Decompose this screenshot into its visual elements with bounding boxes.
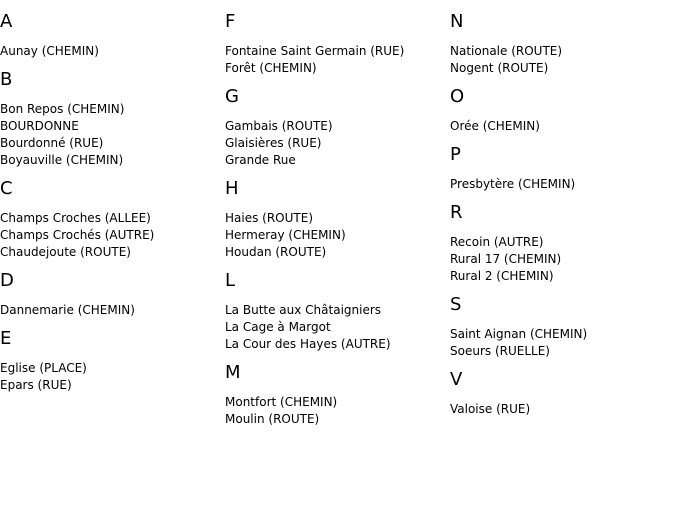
letter-heading: O <box>450 86 465 107</box>
letter-heading: H <box>225 178 239 199</box>
street-link[interactable]: Soeurs (RUELLE) <box>450 344 550 358</box>
street-link[interactable]: Chaudejoute (ROUTE) <box>0 245 131 259</box>
street-link[interactable]: Fontaine Saint Germain (RUE) <box>225 44 405 58</box>
street-link[interactable]: Aunay (CHEMIN) <box>0 44 99 58</box>
letter-heading: R <box>450 202 463 223</box>
street-link[interactable]: Forêt (CHEMIN) <box>225 61 317 75</box>
street-link[interactable]: Champs Croches (ALLEE) <box>0 211 151 225</box>
street-link[interactable]: Eglise (PLACE) <box>0 361 87 375</box>
street-link[interactable]: Boyauville (CHEMIN) <box>0 153 124 167</box>
street-list <box>450 176 675 193</box>
letter-group <box>450 293 675 360</box>
letter-group <box>450 10 675 77</box>
street-link[interactable]: Moulin (ROUTE) <box>225 412 320 426</box>
street-list <box>225 210 450 261</box>
letter-heading: D <box>0 270 14 291</box>
street-link[interactable]: Presbytère (CHEMIN) <box>450 177 576 191</box>
letter-group <box>0 68 225 169</box>
street-list <box>0 43 225 60</box>
street-list <box>450 118 675 135</box>
index-column <box>0 10 225 402</box>
street-link[interactable]: Haies (ROUTE) <box>225 211 314 225</box>
letter-group <box>450 143 675 193</box>
street-list <box>0 101 225 169</box>
letter-group <box>450 368 675 418</box>
street-link[interactable]: Rural 2 (CHEMIN) <box>450 269 554 283</box>
letter-group <box>225 269 450 353</box>
street-link[interactable]: BOURDONNE <box>0 119 79 133</box>
street-link[interactable]: Nogent (ROUTE) <box>450 61 549 75</box>
street-list <box>0 360 225 394</box>
letter-group <box>225 361 450 428</box>
letter-group <box>0 10 225 60</box>
street-link[interactable]: Glaisières (RUE) <box>225 136 322 150</box>
street-link[interactable]: La Cage à Margot <box>225 320 331 334</box>
street-link[interactable]: Saint Aignan (CHEMIN) <box>450 327 588 341</box>
street-list <box>450 326 675 360</box>
letter-group <box>450 201 675 285</box>
street-link[interactable]: Gambais (ROUTE) <box>225 119 333 133</box>
letter-heading: V <box>450 369 463 390</box>
street-link[interactable]: Hermeray (CHEMIN) <box>225 228 346 242</box>
index-column <box>225 10 450 436</box>
letter-heading: M <box>225 362 241 383</box>
street-list <box>450 401 675 418</box>
street-link[interactable]: Montfort (CHEMIN) <box>225 395 338 409</box>
letter-heading: C <box>0 178 13 199</box>
letter-heading: B <box>0 69 13 90</box>
letter-group <box>0 269 225 319</box>
street-list <box>0 302 225 319</box>
street-link[interactable]: Dannemarie (CHEMIN) <box>0 303 135 317</box>
letter-group <box>0 177 225 261</box>
letter-heading: P <box>450 144 461 165</box>
street-link[interactable]: Champs Crochés (AUTRE) <box>0 228 155 242</box>
letter-group <box>225 10 450 77</box>
street-link[interactable]: Recoin (AUTRE) <box>450 235 544 249</box>
letter-heading: A <box>0 11 13 32</box>
street-link[interactable]: Epars (RUE) <box>0 378 72 392</box>
street-link[interactable]: La Butte aux Châtaigniers <box>225 303 382 317</box>
street-list <box>225 394 450 428</box>
letter-heading: L <box>225 270 236 291</box>
street-list <box>225 302 450 353</box>
index-column <box>450 10 675 426</box>
street-link[interactable]: La Cour des Hayes (AUTRE) <box>225 337 391 351</box>
street-list <box>225 43 450 77</box>
letter-group <box>225 177 450 261</box>
street-list <box>0 210 225 261</box>
letter-group <box>450 85 675 135</box>
street-link[interactable]: Rural 17 (CHEMIN) <box>450 252 562 266</box>
street-list <box>450 43 675 77</box>
street-list <box>450 234 675 285</box>
letter-heading: N <box>450 11 464 32</box>
letter-heading: G <box>225 86 239 107</box>
street-link[interactable]: Grande Rue <box>225 153 296 167</box>
letter-heading: S <box>450 294 462 315</box>
letter-heading: E <box>0 328 12 349</box>
street-list <box>225 118 450 169</box>
street-link[interactable]: Valoise (RUE) <box>450 402 531 416</box>
street-link[interactable]: Orée (CHEMIN) <box>450 119 540 133</box>
letter-heading: F <box>225 11 236 32</box>
street-link[interactable]: Nationale (ROUTE) <box>450 44 563 58</box>
letter-group <box>0 327 225 394</box>
street-link[interactable]: Houdan (ROUTE) <box>225 245 327 259</box>
street-link[interactable]: Bourdonné (RUE) <box>0 136 104 150</box>
street-link[interactable]: Bon Repos (CHEMIN) <box>0 102 125 116</box>
letter-group <box>225 85 450 169</box>
